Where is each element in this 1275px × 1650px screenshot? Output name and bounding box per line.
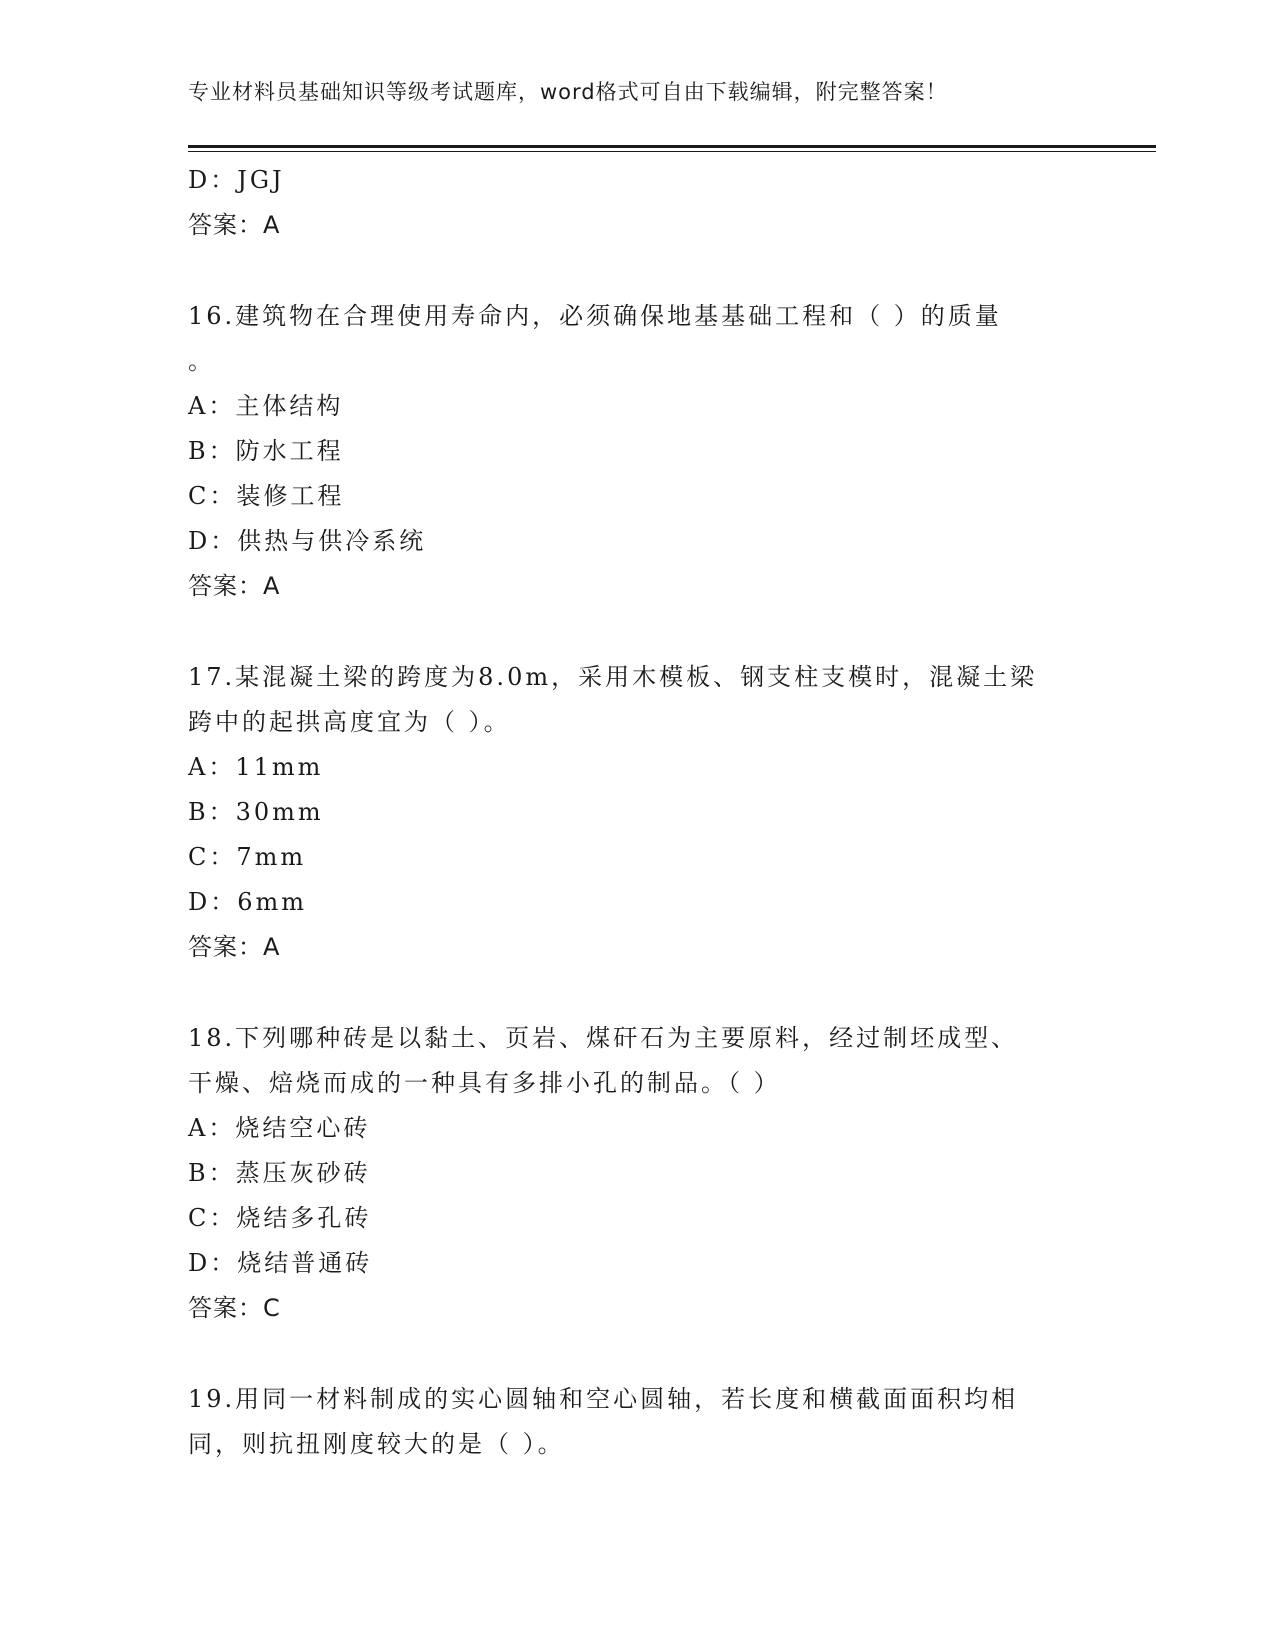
- option-b: B：蒸压灰砂砖: [188, 1159, 371, 1187]
- question-stem-line: 。: [188, 347, 215, 375]
- answer-line: 答案：A: [188, 572, 281, 600]
- question-content: [188, 158, 1088, 1467]
- question-18: [188, 1016, 1088, 1331]
- header-rule-thin: [188, 151, 1156, 152]
- question-17: [188, 655, 1088, 970]
- spacer: [188, 248, 1088, 294]
- question-stem-line: 17.某混凝土梁的跨度为8.0m，采用木模板、钢支柱支模时，混凝土梁: [188, 663, 1038, 691]
- option-c: C：烧结多孔砖: [188, 1204, 372, 1232]
- question-stem-line: 干燥、焙烧而成的一种具有多排小孔的制品。（ ）: [188, 1069, 781, 1097]
- answer-line: 答案：A: [188, 933, 281, 961]
- question-stem-line: 跨中的起拱高度宜为（ ）。: [188, 708, 511, 736]
- question-stem-line: 同，则抗扭刚度较大的是（ ）。: [188, 1430, 565, 1458]
- question-stem-line: 18.下列哪种砖是以黏土、页岩、煤矸石为主要原料，经过制坯成型、: [188, 1024, 1019, 1052]
- option-c: C：7mm: [188, 843, 307, 871]
- spacer: [188, 970, 1088, 1016]
- option-c: C：装修工程: [188, 482, 345, 510]
- question-stem-line: 19.用同一材料制成的实心圆轴和空心圆轴，若长度和横截面面积均相: [188, 1385, 1019, 1413]
- question-19: [188, 1377, 1088, 1467]
- page-header: 专业材料员基础知识等级考试题库，word格式可自由下载编辑，附完整答案！: [188, 80, 948, 104]
- option-d: D：烧结普通砖: [188, 1249, 373, 1277]
- option-a: A：主体结构: [188, 392, 344, 420]
- option-b: B：30mm: [188, 798, 324, 826]
- header-rule-thick: [188, 145, 1156, 148]
- spacer: [188, 609, 1088, 655]
- option-a: A：11mm: [188, 753, 324, 781]
- question-16: [188, 294, 1088, 609]
- answer-line: 答案：C: [188, 1294, 281, 1322]
- option-d: D：JGJ: [188, 166, 285, 194]
- answer-line: 答案：A: [188, 211, 281, 239]
- option-b: B：防水工程: [188, 437, 344, 465]
- option-d: D：供热与供冷系统: [188, 527, 427, 555]
- spacer: [188, 1331, 1088, 1377]
- option-d: D：6mm: [188, 888, 308, 916]
- question-stem-line: 16.建筑物在合理使用寿命内，必须确保地基基础工程和（ ）的质量: [188, 302, 1002, 330]
- option-a: A：烧结空心砖: [188, 1114, 371, 1142]
